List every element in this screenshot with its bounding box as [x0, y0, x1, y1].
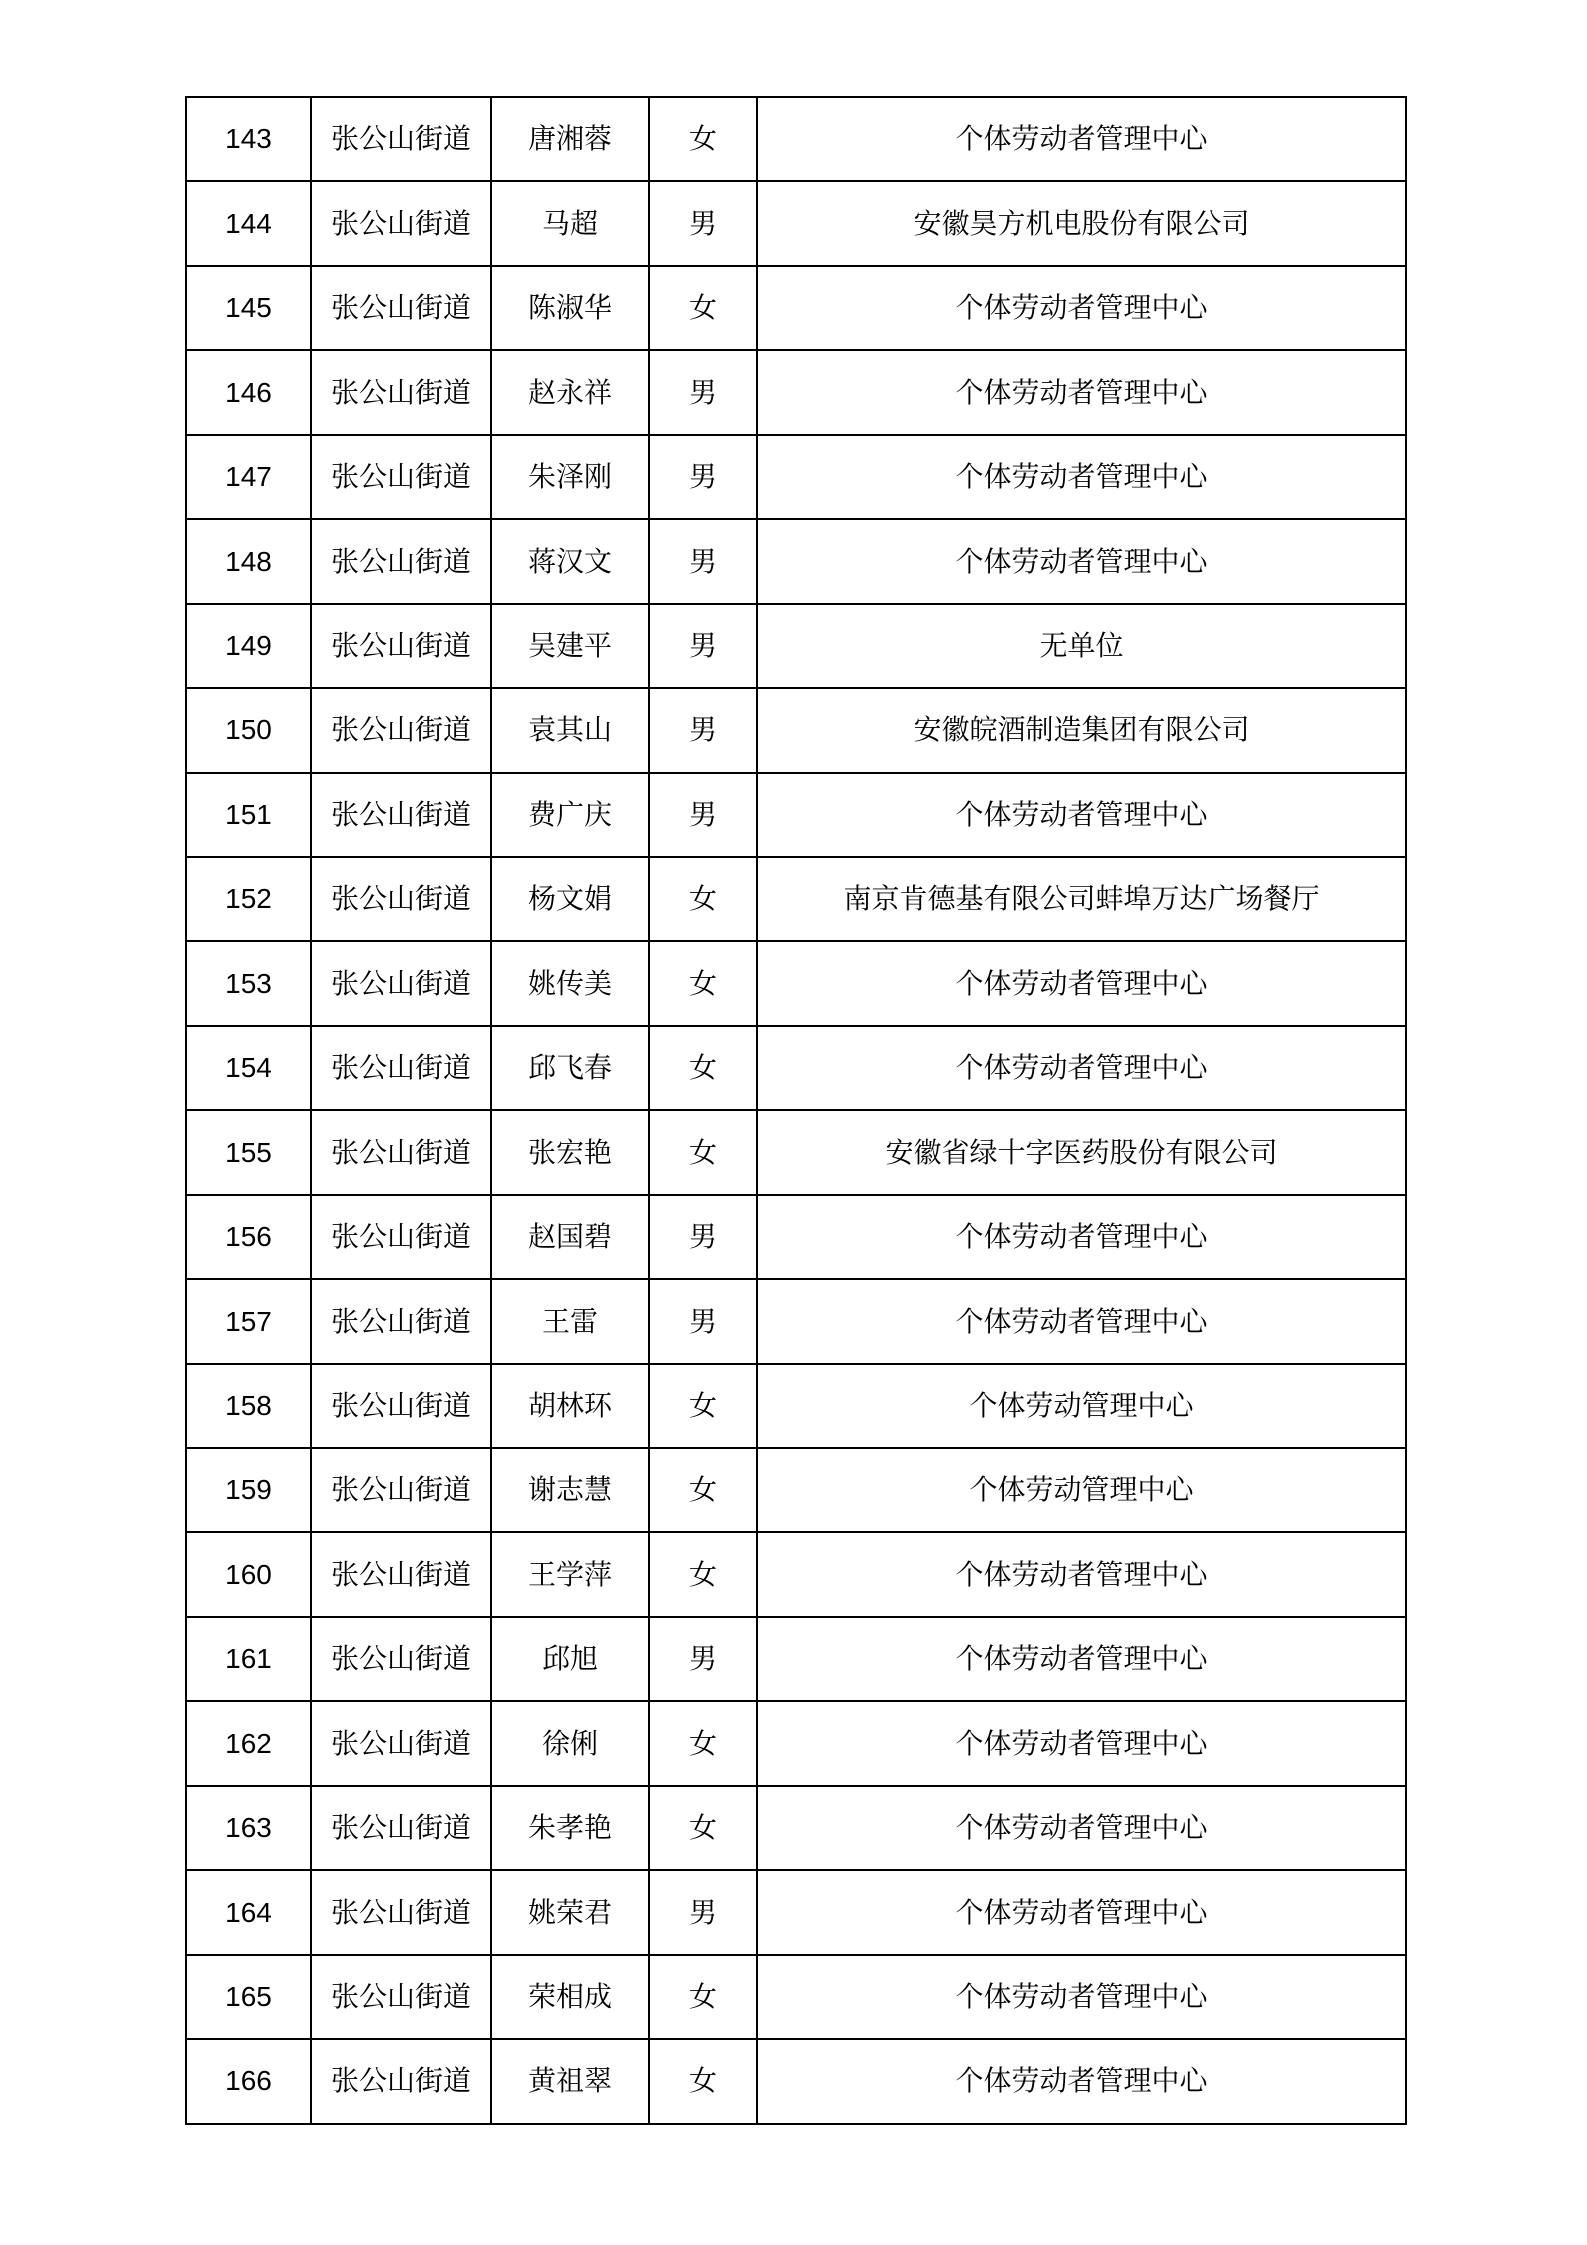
employer-cell: 南京肯德基有限公司蚌埠万达广场餐厅: [757, 857, 1406, 941]
row-number-cell: 150: [186, 688, 311, 772]
gender-cell: 男: [649, 435, 757, 519]
gender-cell: 女: [649, 97, 757, 181]
roster-table-body: [186, 97, 1406, 2124]
street-cell: 张公山街道: [311, 1532, 491, 1616]
employer-cell: 个体劳动者管理中心: [757, 1955, 1406, 2039]
table-row: [186, 1532, 1406, 1616]
employer-cell: 个体劳动者管理中心: [757, 1870, 1406, 1954]
name-cell: 王学萍: [491, 1532, 649, 1616]
employer-cell: 个体劳动者管理中心: [757, 1195, 1406, 1279]
employer-cell: 安徽省绿十字医药股份有限公司: [757, 1110, 1406, 1194]
row-number-cell: 157: [186, 1279, 311, 1363]
row-number-cell: 166: [186, 2039, 311, 2123]
employer-cell: 个体劳动者管理中心: [757, 1026, 1406, 1110]
gender-cell: 女: [649, 1786, 757, 1870]
street-cell: 张公山街道: [311, 2039, 491, 2123]
table-row: [186, 604, 1406, 688]
table-row: [186, 1364, 1406, 1448]
row-number-cell: 159: [186, 1448, 311, 1532]
street-cell: 张公山街道: [311, 1110, 491, 1194]
gender-cell: 女: [649, 1026, 757, 1110]
row-number-cell: 158: [186, 1364, 311, 1448]
table-row: [186, 1195, 1406, 1279]
roster-table: [185, 96, 1407, 2125]
name-cell: 徐俐: [491, 1701, 649, 1785]
table-row: [186, 181, 1406, 265]
street-cell: 张公山街道: [311, 1026, 491, 1110]
table-row: [186, 435, 1406, 519]
employer-cell: 个体劳动者管理中心: [757, 1617, 1406, 1701]
name-cell: 赵国碧: [491, 1195, 649, 1279]
street-cell: 张公山街道: [311, 773, 491, 857]
employer-cell: 个体劳动者管理中心: [757, 1786, 1406, 1870]
employer-cell: 个体劳动者管理中心: [757, 773, 1406, 857]
gender-cell: 女: [649, 266, 757, 350]
employer-cell: 个体劳动者管理中心: [757, 1701, 1406, 1785]
gender-cell: 女: [649, 1955, 757, 2039]
street-cell: 张公山街道: [311, 435, 491, 519]
gender-cell: 男: [649, 181, 757, 265]
street-cell: 张公山街道: [311, 1786, 491, 1870]
employer-cell: 个体劳动者管理中心: [757, 2039, 1406, 2123]
gender-cell: 女: [649, 857, 757, 941]
gender-cell: 男: [649, 519, 757, 603]
row-number-cell: 149: [186, 604, 311, 688]
street-cell: 张公山街道: [311, 1617, 491, 1701]
street-cell: 张公山街道: [311, 1195, 491, 1279]
employer-cell: 个体劳动者管理中心: [757, 350, 1406, 434]
name-cell: 荣相成: [491, 1955, 649, 2039]
gender-cell: 女: [649, 2039, 757, 2123]
row-number-cell: 148: [186, 519, 311, 603]
name-cell: 姚传美: [491, 941, 649, 1025]
name-cell: 邱旭: [491, 1617, 649, 1701]
row-number-cell: 161: [186, 1617, 311, 1701]
gender-cell: 男: [649, 688, 757, 772]
gender-cell: 女: [649, 1532, 757, 1616]
row-number-cell: 146: [186, 350, 311, 434]
name-cell: 朱泽刚: [491, 435, 649, 519]
gender-cell: 男: [649, 1195, 757, 1279]
gender-cell: 女: [649, 1110, 757, 1194]
name-cell: 唐湘蓉: [491, 97, 649, 181]
street-cell: 张公山街道: [311, 1279, 491, 1363]
street-cell: 张公山街道: [311, 519, 491, 603]
row-number-cell: 151: [186, 773, 311, 857]
gender-cell: 男: [649, 1870, 757, 1954]
street-cell: 张公山街道: [311, 181, 491, 265]
table-row: [186, 1026, 1406, 1110]
table-row: [186, 1617, 1406, 1701]
employer-cell: 安徽昊方机电股份有限公司: [757, 181, 1406, 265]
row-number-cell: 143: [186, 97, 311, 181]
employer-cell: 个体劳动管理中心: [757, 1364, 1406, 1448]
name-cell: 赵永祥: [491, 350, 649, 434]
table-row: [186, 2039, 1406, 2123]
table-row: [186, 1110, 1406, 1194]
row-number-cell: 154: [186, 1026, 311, 1110]
table-row: [186, 1279, 1406, 1363]
table-row: [186, 857, 1406, 941]
gender-cell: 男: [649, 604, 757, 688]
street-cell: 张公山街道: [311, 1870, 491, 1954]
street-cell: 张公山街道: [311, 1364, 491, 1448]
employer-cell: 个体劳动者管理中心: [757, 97, 1406, 181]
street-cell: 张公山街道: [311, 266, 491, 350]
gender-cell: 女: [649, 1701, 757, 1785]
name-cell: 吴建平: [491, 604, 649, 688]
employer-cell: 个体劳动者管理中心: [757, 519, 1406, 603]
name-cell: 王雷: [491, 1279, 649, 1363]
employer-cell: 无单位: [757, 604, 1406, 688]
name-cell: 陈淑华: [491, 266, 649, 350]
gender-cell: 男: [649, 350, 757, 434]
row-number-cell: 153: [186, 941, 311, 1025]
row-number-cell: 145: [186, 266, 311, 350]
name-cell: 胡林环: [491, 1364, 649, 1448]
row-number-cell: 160: [186, 1532, 311, 1616]
gender-cell: 女: [649, 1448, 757, 1532]
street-cell: 张公山街道: [311, 1448, 491, 1532]
table-row: [186, 1786, 1406, 1870]
street-cell: 张公山街道: [311, 97, 491, 181]
name-cell: 蒋汉文: [491, 519, 649, 603]
table-row: [186, 941, 1406, 1025]
row-number-cell: 144: [186, 181, 311, 265]
street-cell: 张公山街道: [311, 941, 491, 1025]
row-number-cell: 155: [186, 1110, 311, 1194]
table-row: [186, 519, 1406, 603]
name-cell: 黄祖翠: [491, 2039, 649, 2123]
table-row: [186, 1448, 1406, 1532]
street-cell: 张公山街道: [311, 1955, 491, 2039]
table-row: [186, 1955, 1406, 2039]
name-cell: 杨文娟: [491, 857, 649, 941]
employer-cell: 个体劳动者管理中心: [757, 1532, 1406, 1616]
table-row: [186, 350, 1406, 434]
gender-cell: 女: [649, 941, 757, 1025]
table-row: [186, 688, 1406, 772]
employer-cell: 安徽皖酒制造集团有限公司: [757, 688, 1406, 772]
name-cell: 袁其山: [491, 688, 649, 772]
name-cell: 谢志慧: [491, 1448, 649, 1532]
employer-cell: 个体劳动者管理中心: [757, 1279, 1406, 1363]
employer-cell: 个体劳动者管理中心: [757, 435, 1406, 519]
street-cell: 张公山街道: [311, 688, 491, 772]
row-number-cell: 152: [186, 857, 311, 941]
table-row: [186, 1870, 1406, 1954]
street-cell: 张公山街道: [311, 1701, 491, 1785]
gender-cell: 男: [649, 1617, 757, 1701]
row-number-cell: 147: [186, 435, 311, 519]
employer-cell: 个体劳动者管理中心: [757, 941, 1406, 1025]
name-cell: 马超: [491, 181, 649, 265]
table-row: [186, 97, 1406, 181]
name-cell: 姚荣君: [491, 1870, 649, 1954]
row-number-cell: 163: [186, 1786, 311, 1870]
table-row: [186, 266, 1406, 350]
name-cell: 费广庆: [491, 773, 649, 857]
name-cell: 朱孝艳: [491, 1786, 649, 1870]
name-cell: 邱飞春: [491, 1026, 649, 1110]
gender-cell: 男: [649, 1279, 757, 1363]
row-number-cell: 156: [186, 1195, 311, 1279]
row-number-cell: 165: [186, 1955, 311, 2039]
row-number-cell: 162: [186, 1701, 311, 1785]
table-row: [186, 1701, 1406, 1785]
street-cell: 张公山街道: [311, 350, 491, 434]
employer-cell: 个体劳动管理中心: [757, 1448, 1406, 1532]
row-number-cell: 164: [186, 1870, 311, 1954]
gender-cell: 男: [649, 773, 757, 857]
employer-cell: 个体劳动者管理中心: [757, 266, 1406, 350]
table-row: [186, 773, 1406, 857]
street-cell: 张公山街道: [311, 857, 491, 941]
street-cell: 张公山街道: [311, 604, 491, 688]
gender-cell: 女: [649, 1364, 757, 1448]
name-cell: 张宏艳: [491, 1110, 649, 1194]
